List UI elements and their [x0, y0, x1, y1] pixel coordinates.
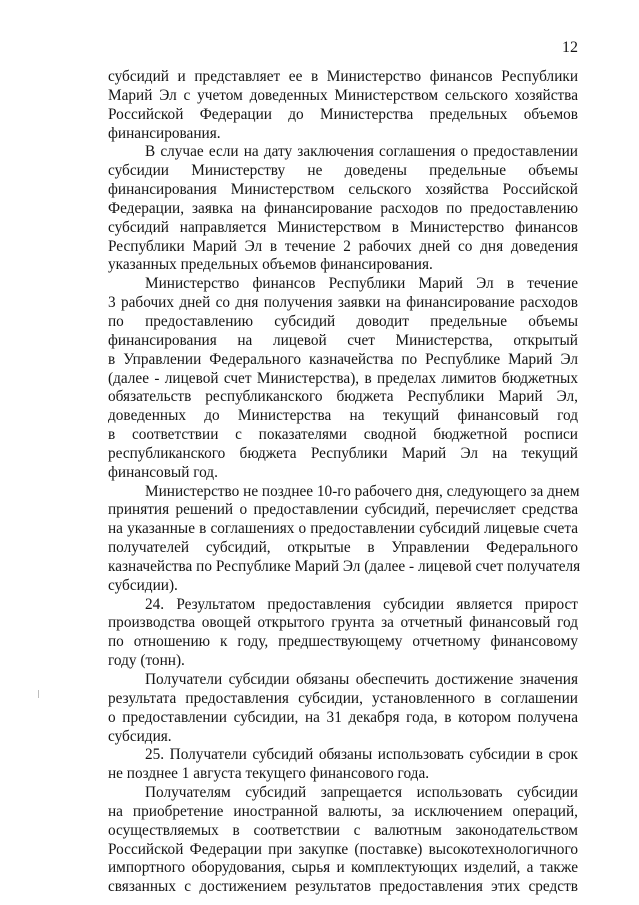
text-line: году (тонн).: [108, 652, 185, 670]
text-line: казначейства по Республике Марий Эл (далее - лицевой счет получателя: [108, 557, 581, 575]
text-line: доведенных до Министерства на текущий финансовый год: [108, 407, 578, 425]
text-line: субсидии Министерству не доведены предельные объемы: [108, 162, 578, 180]
text-line: финансовый год.: [108, 463, 218, 481]
text-line: получателей субсидий, открытые в Управлении Федерального: [108, 539, 578, 557]
text-line: на указанные в соглашениях о предоставлении субсидий лицевые счета: [108, 520, 578, 538]
text-line: Получатели субсидии обязаны обеспечить достижение значения: [145, 671, 578, 688]
text-line: 24. Результатом предоставления субсидии является прирост: [145, 595, 578, 613]
text-line: Федерации, заявка на финансирование расходов по предоставлению: [108, 199, 578, 217]
page-number: 12: [562, 39, 578, 56]
text-line: субсидий и представляет ее в Министерство финансов Республики: [108, 68, 578, 85]
text-line: финансирования Министерством сельского хозяйства Российской: [108, 181, 578, 199]
text-line: субсидии).: [108, 576, 178, 594]
paragraph: [108, 596, 578, 671]
text-line: Министерство финансов Республики Марий Эл в течение: [145, 275, 578, 293]
text-line: 25. Получатели субсидий обязаны использовать субсидии в срок: [145, 746, 578, 764]
paragraph: [108, 68, 578, 143]
text-line: связанных с достижением результатов предоставления этих средств: [108, 878, 578, 896]
text-line: в соответствии с показателями сводной бюджетной росписи: [108, 426, 578, 444]
paragraph: [108, 746, 578, 784]
paragraph: [108, 143, 578, 275]
text-line: (далее - лицевой счет Министерства), в пределах лимитов бюджетных: [108, 369, 578, 387]
text-line: принятия решений о предоставлении субсидий, перечисляет средства: [108, 501, 578, 519]
text-line: по предоставлению субсидий доводит предельные объемы: [108, 312, 578, 330]
text-line: финансирования.: [108, 124, 221, 142]
text-line: осуществляемых в соответствии с валютным законодательством: [108, 821, 578, 839]
text-line: в Управлении Федерального казначейства по Республике Марий Эл: [108, 350, 578, 368]
scan-margin-mark: [38, 690, 39, 698]
text-line: по отношению к году, предшествующему отчетному финансовому: [108, 633, 578, 651]
text-line: субсидия.: [108, 727, 172, 745]
text-line: о предоставлении субсидии, на 31 декабря года, в котором получена: [108, 708, 578, 726]
text-line: Министерство не позднее 10-го рабочего дня, следующего за днем: [145, 482, 580, 500]
text-line: финансирования на лицевой счет Министерства, открытый: [108, 331, 578, 349]
paragraph: [108, 275, 578, 482]
text-line: Российской Федерации до Министерства предельных объемов: [108, 105, 578, 123]
body-text: [108, 68, 581, 897]
paragraph: [108, 784, 578, 897]
text-line: не позднее 1 августа текущего финансового года.: [108, 765, 430, 783]
text-line: Российской Федерации при закупке (поставке) высокотехнологичного: [108, 840, 578, 858]
text-line: обязательств республиканского бюджета Республики Марий Эл,: [108, 388, 578, 406]
text-line: производства овощей открытого грунта за отчетный финансовый год: [108, 614, 578, 632]
text-line: на приобретение иностранной валюты, за исключением операций,: [108, 802, 578, 820]
text-line: импортного оборудования, сырья и комплектующих изделий, а также: [108, 859, 578, 877]
text-line: Марий Эл с учетом доведенных Министерством сельского хозяйства: [108, 86, 578, 104]
text-line: республиканского бюджета Республики Марий Эл на текущий: [108, 444, 578, 462]
paragraph: [108, 671, 578, 746]
text-line: указанных предельных объемов финансирования.: [108, 256, 433, 274]
text-line: 3 рабочих дней со дня получения заявки на финансирование расходов: [108, 294, 578, 312]
text-line: субсидий направляется Министерством в Министерство финансов: [108, 218, 578, 236]
paragraph: [108, 482, 581, 596]
text-line: результата предоставления субсидии, установленного в соглашении: [108, 689, 578, 707]
text-line: Республики Марий Эл в течение 2 рабочих дней со дня доведения: [108, 237, 578, 255]
text-line: В случае если на дату заключения соглашения о предоставлении: [145, 143, 578, 161]
text-line: Получателям субсидий запрещается использовать субсидии: [145, 784, 578, 802]
